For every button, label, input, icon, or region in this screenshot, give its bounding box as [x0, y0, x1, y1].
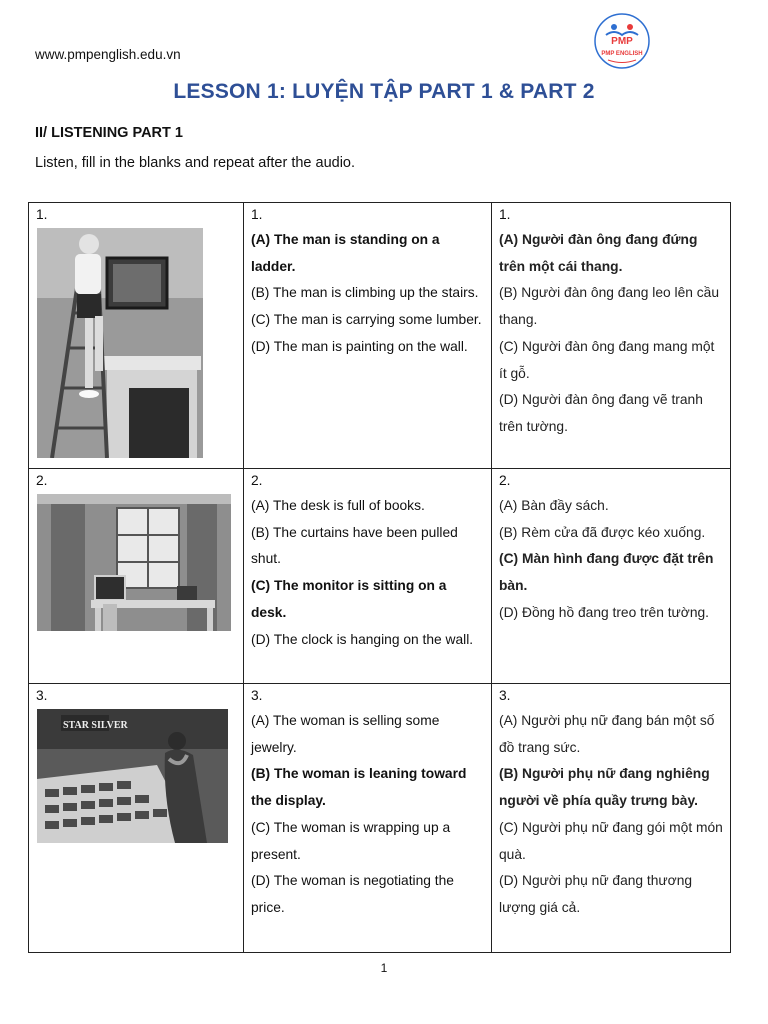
option-d: (D) The woman is negotiating the price.: [251, 873, 454, 915]
question-row: [29, 684, 731, 953]
option-b-vi: (B) Rèm cửa đã được kéo xuống.: [499, 524, 706, 540]
question-number: 2.: [499, 473, 511, 488]
question-number: 2.: [36, 473, 48, 488]
photo-man-on-ladder: [37, 228, 203, 458]
vietnamese-options-cell: [492, 203, 731, 469]
option-c-vi: (C) Người đàn ông đang mang một ít gỗ.: [499, 338, 715, 381]
section-heading: II/ LISTENING PART 1: [35, 125, 183, 141]
option-d: (D) The man is painting on the wall.: [251, 338, 468, 354]
logo-caption: PMP ENGLISH: [601, 51, 643, 57]
option-a-vi: (A) Người đàn ông đang đứng trên một cái thang.: [499, 232, 698, 274]
photo-woman-at-jewelry-display: [37, 709, 228, 843]
option-b-vi: (B) Người phụ nữ đang nghiêng người về phía quầy trưng bày.: [499, 766, 710, 809]
image-cell: [29, 684, 244, 953]
option-a: (A) The desk is full of books.: [251, 498, 425, 513]
question-number: 2.: [251, 473, 263, 488]
option-b: (B) The woman is leaning toward the display.: [251, 766, 467, 809]
question-number: 3.: [499, 688, 511, 703]
instruction-text: Listen, fill in the blanks and repeat after the audio.: [35, 155, 356, 171]
question-number: 3.: [36, 688, 48, 703]
option-d-vi: (D) Người phụ nữ đang thương lượng giá cả.: [499, 873, 693, 915]
pmp-logo: [594, 13, 650, 69]
question-number: 3.: [251, 688, 263, 703]
option-b: (B) The curtains have been pulled shut.: [251, 524, 458, 567]
question-number: 1.: [499, 207, 511, 222]
logo-mark: PMP: [611, 36, 633, 47]
question-number: 1.: [251, 207, 263, 222]
option-b-vi: (B) Người đàn ông đang leo lên cầu thang.: [499, 285, 720, 328]
photo-desk-with-monitor: [37, 494, 231, 631]
shop-sign-text: STAR SILVER: [63, 720, 128, 731]
image-cell: [29, 469, 244, 684]
vietnamese-options-cell: [492, 684, 731, 953]
question-row: [29, 469, 731, 684]
option-c: (C) The woman is wrapping up a present.: [251, 819, 451, 862]
option-d-vi: (D) Đồng hồ đang treo trên tường.: [499, 604, 710, 620]
option-c-vi: (C) Màn hình đang được đặt trên bàn.: [499, 551, 714, 594]
option-a: (A) The woman is selling some jewelry.: [251, 713, 440, 755]
option-b: (B) The man is climbing up the stairs.: [251, 285, 479, 301]
question-row: [29, 203, 731, 469]
english-options-cell: [244, 684, 492, 953]
option-c-vi: (C) Người phụ nữ đang gói một món quà.: [499, 819, 723, 862]
english-options-cell: [244, 469, 492, 684]
english-options-cell: [244, 203, 492, 469]
option-d: (D) The clock is hanging on the wall.: [251, 631, 474, 647]
question-table: [28, 202, 731, 953]
option-a-vi: (A) Bàn đầy sách.: [499, 498, 609, 513]
question-number: 1.: [36, 207, 48, 222]
option-d-vi: (D) Người đàn ông đang vẽ tranh trên tường.: [499, 392, 703, 434]
option-a-vi: (A) Người phụ nữ đang bán một số đồ trang sức.: [499, 713, 715, 755]
lesson-title: LESSON 1: LUYỆN TẬP PART 1 & PART 2: [173, 80, 595, 103]
option-a: (A) The man is standing on a ladder.: [251, 232, 440, 274]
image-cell: [29, 203, 244, 469]
vietnamese-options-cell: [492, 469, 731, 684]
option-c: (C) The man is carrying some lumber.: [251, 312, 482, 328]
option-c: (C) The monitor is sitting on a desk.: [251, 578, 447, 620]
page-number: 1: [380, 961, 388, 975]
site-url[interactable]: www.pmpenglish.edu.vn: [35, 47, 181, 62]
